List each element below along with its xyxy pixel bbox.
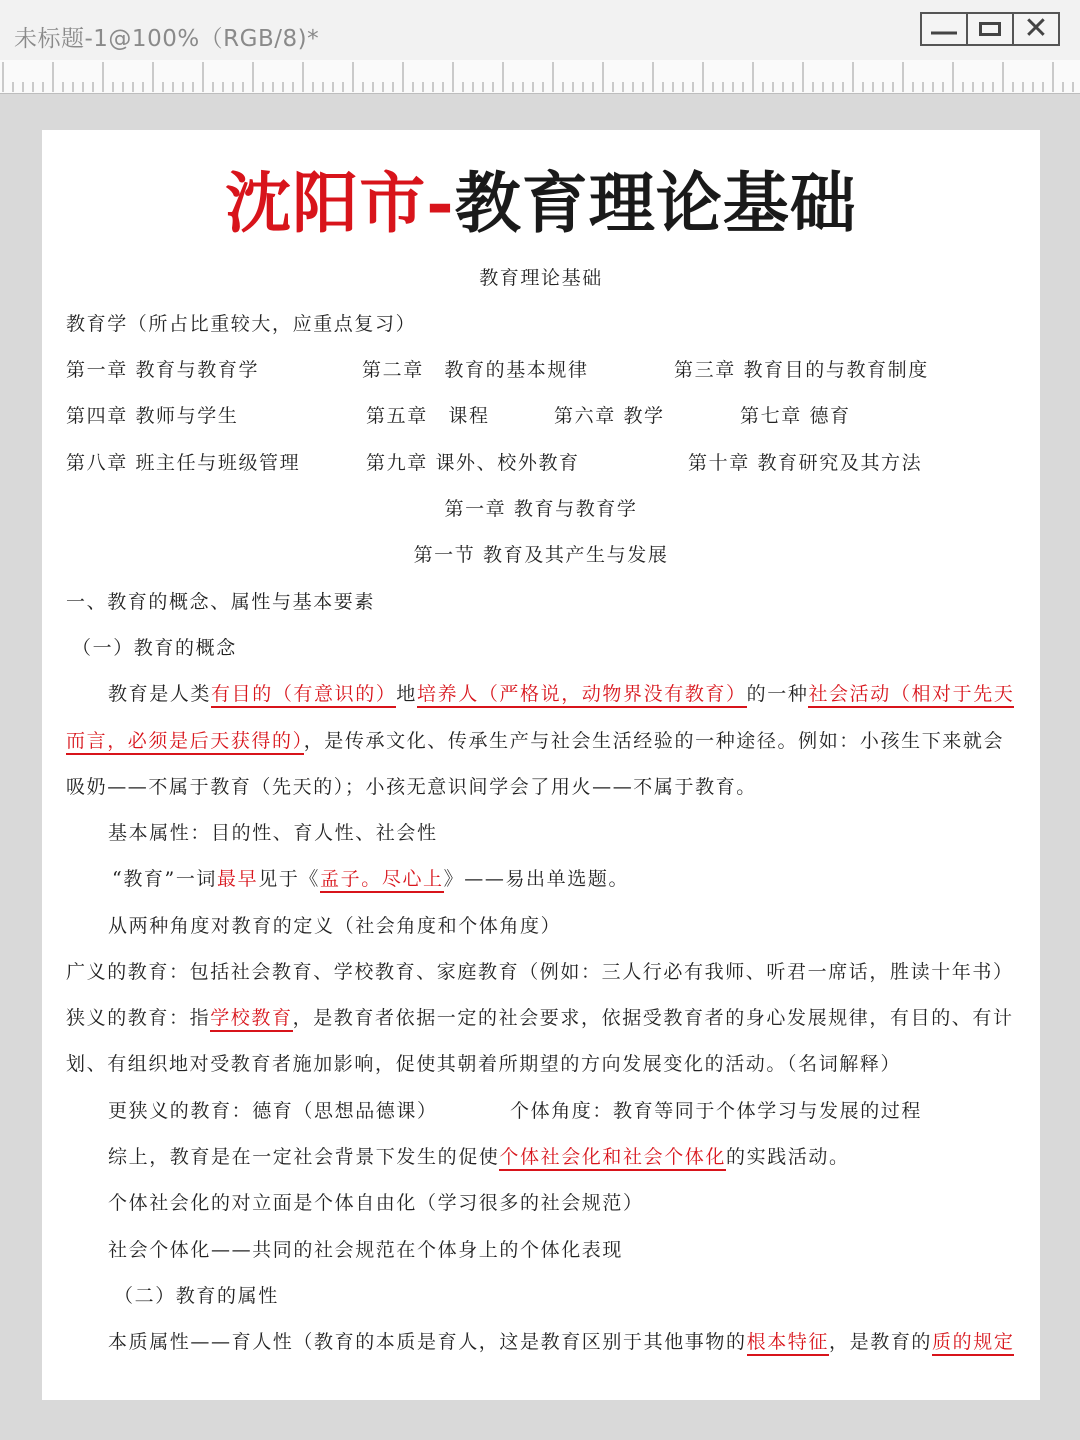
toc-item: 第六章 教学 [554,405,665,427]
paragraph-line: 更狭义的教育：德育（思想品德课） [108,1100,438,1122]
highlight: 根本特征 [747,1331,829,1356]
highlight: 最早 [217,868,259,890]
horizontal-ruler[interactable] [0,60,1080,94]
highlight: 质的规定 [932,1331,1014,1356]
toc-item: 第五章 课程 [366,405,490,427]
maximize-button[interactable] [966,12,1014,46]
paragraph-line: 个体社会化的对立面是个体自由化（学习很多的社会规范） [108,1192,644,1214]
maximize-icon [979,22,1001,36]
toc-item: 第三章 教育目的与教育制度 [674,359,929,381]
document-title [42,150,1040,245]
chapter-heading: 第一章 教育与教育学 [444,498,638,520]
toc-item: 第四章 教师与学生 [66,405,239,427]
toc-item: 第十章 教育研究及其方法 [688,452,923,474]
window-controls [922,12,1060,46]
paragraph-line: 本质属性——育人性（教育的本质是育人，这是教育区别于其他事物的根本特征，是教育的质的规定 [108,1327,1014,1354]
highlight: 有目的（有意识的） [211,683,396,708]
paragraph-line: 综上，教育是在一定社会背景下发生的促使个体社会化和社会个体化的实践活动。 [108,1142,850,1169]
paragraph-line: 教育是人类有目的（有意识的）地培养人（严格说，动物界没有教育）的一种社会活动（相对于先天 [108,679,1014,706]
subtitle: 教育理论基础 [479,267,603,289]
paragraph-line: 划、有组织地对受教育者施加影响，促使其朝着所期望的方向发展变化的活动。（名词解释） [66,1053,902,1075]
highlight: 个体社会化和社会个体化 [499,1146,726,1171]
toc-item: 第一章 教育与教育学 [66,359,260,381]
highlight: 培养人（严格说，动物界没有教育） [417,683,747,708]
highlight: 而言，必须是后天获得的） [66,730,304,755]
intro-line: 教育学（所占比重较大，应重点复习） [66,313,417,335]
subheading-attributes: （二）教育的属性 [114,1285,279,1307]
minimize-button[interactable] [920,12,968,46]
paragraph-line: 广义的教育：包括社会教育、学校教育、家庭教育（例如：三人行必有我师、听君一席话，胜读十年书） [66,961,1014,983]
paragraph-line: 社会个体化——共同的社会规范在个体身上的个体化表现 [108,1239,624,1261]
paragraph-line: 从两种角度对教育的定义（社会角度和个体角度） [108,915,562,937]
highlight: 社会活动（相对于先天 [808,683,1014,708]
ruler-ticks [0,60,1080,93]
title-subject: 教育理论基础 [454,164,857,242]
toc-item: 第七章 德育 [740,405,851,427]
paragraph-line: 个体角度：教育等同于个体学习与发展的过程 [510,1100,923,1122]
paragraph-line: 吸奶——不属于教育（先天的）；小孩无意识间学会了用火——不属于教育。 [66,776,757,798]
highlight: 学校教育 [210,1007,292,1032]
subheading-concept: （一）教育的概念 [72,637,237,659]
heading-one: 一、教育的概念、属性与基本要素 [66,591,376,613]
toc-item: 第二章 教育的基本规律 [362,359,589,381]
close-button[interactable] [1012,12,1060,46]
close-icon: ✕ [1023,11,1049,46]
window-titlebar [0,0,1080,61]
window-title: 未标题-1@100%（RGB/8)* [14,26,320,52]
paragraph-line: “教育”一词最早见于《孟子。尽心上》——易出单选题。 [112,864,629,891]
paragraph-line: 狭义的教育：指学校教育，是教育者依据一定的社会要求，依据受教育者的身心发展规律，有目的、有计 [66,1003,1014,1030]
section-heading: 第一节 教育及其产生与发展 [413,544,669,566]
toc-item: 第八章 班主任与班级管理 [66,452,301,474]
title-city: 沈阳市- [225,164,455,242]
highlight: 孟子。尽心上 [320,868,444,893]
paragraph-line: 而言，必须是后天获得的），是传承文化、传承生产与社会生活经验的一种途径。例如：小孩生下来就会 [66,726,1004,753]
basic-attributes: 基本属性：目的性、育人性、社会性 [108,822,438,844]
toc-item: 第九章 课外、校外教育 [366,452,580,474]
document-page [42,130,1040,1400]
minimize-icon [931,24,957,35]
